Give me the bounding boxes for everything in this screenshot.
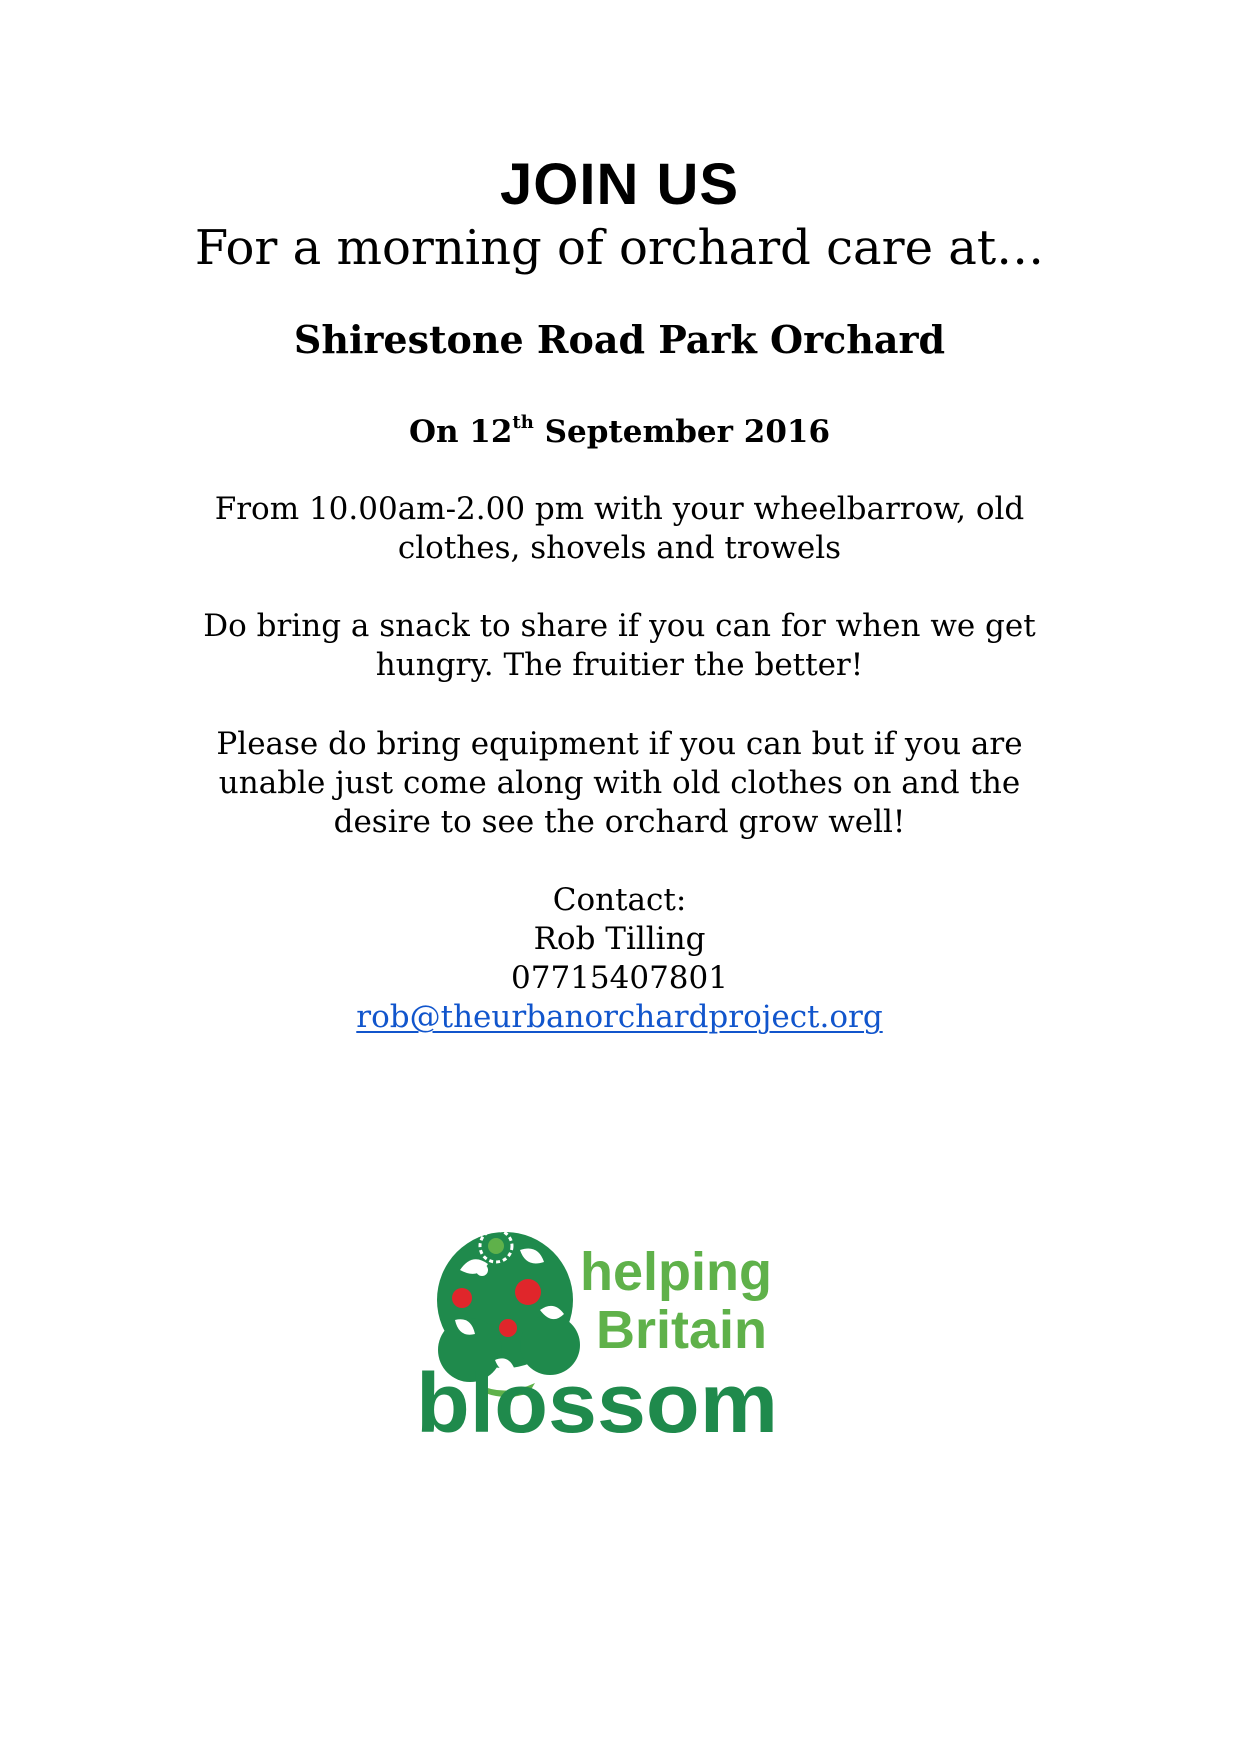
logo-graphic [400,1200,840,1490]
flower-center [488,1238,504,1254]
paragraph-time-equipment [0,490,1239,568]
paragraph-line: hungry. The fruitier the better! [375,647,864,683]
contact-phone: 07715407801 [511,960,728,996]
venue-name: Shirestone Road Park Orchard [293,317,946,362]
apple-shape [515,1279,541,1305]
logo-word-helping: helping [580,1242,772,1302]
apple-shape [452,1288,472,1308]
paragraph-line: Do bring a snack to share if you can for when we get [203,608,1036,644]
date-rest: September 2016 [533,414,831,450]
paragraph-line: From 10.00am-2.00 pm with your wheelbarrow, old [214,491,1025,527]
paragraph-snack [0,607,1239,685]
contact-label: Contact: [552,882,687,918]
date-prefix: On 12 [408,414,513,450]
apple-shape [499,1319,517,1337]
logo-word-britain: Britain [596,1300,768,1360]
contact-block [0,881,1239,1037]
contact-name: Rob Tilling [533,921,706,957]
page-title: JOIN US [499,152,740,217]
flower-shape [476,1264,488,1276]
paragraph-line: clothes, shovels and trowels [397,530,842,566]
paragraph-line: desire to see the orchard grow well! [333,804,906,840]
date-ordinal-suffix: th [512,412,534,433]
paragraph-equipment [0,725,1239,842]
event-date [0,411,1239,453]
contact-email-link[interactable]: rob@theurbanorchardproject.org [356,999,883,1035]
paragraph-line: Please do bring equipment if you can but if you are [216,726,1023,762]
helping-britain-blossom-logo [400,1200,840,1490]
logo-word-blossom: blossom [416,1356,778,1450]
paragraph-line: unable just come along with old clothes on and the [218,765,1021,801]
subtitle: For a morning of orchard care at… [194,220,1045,276]
